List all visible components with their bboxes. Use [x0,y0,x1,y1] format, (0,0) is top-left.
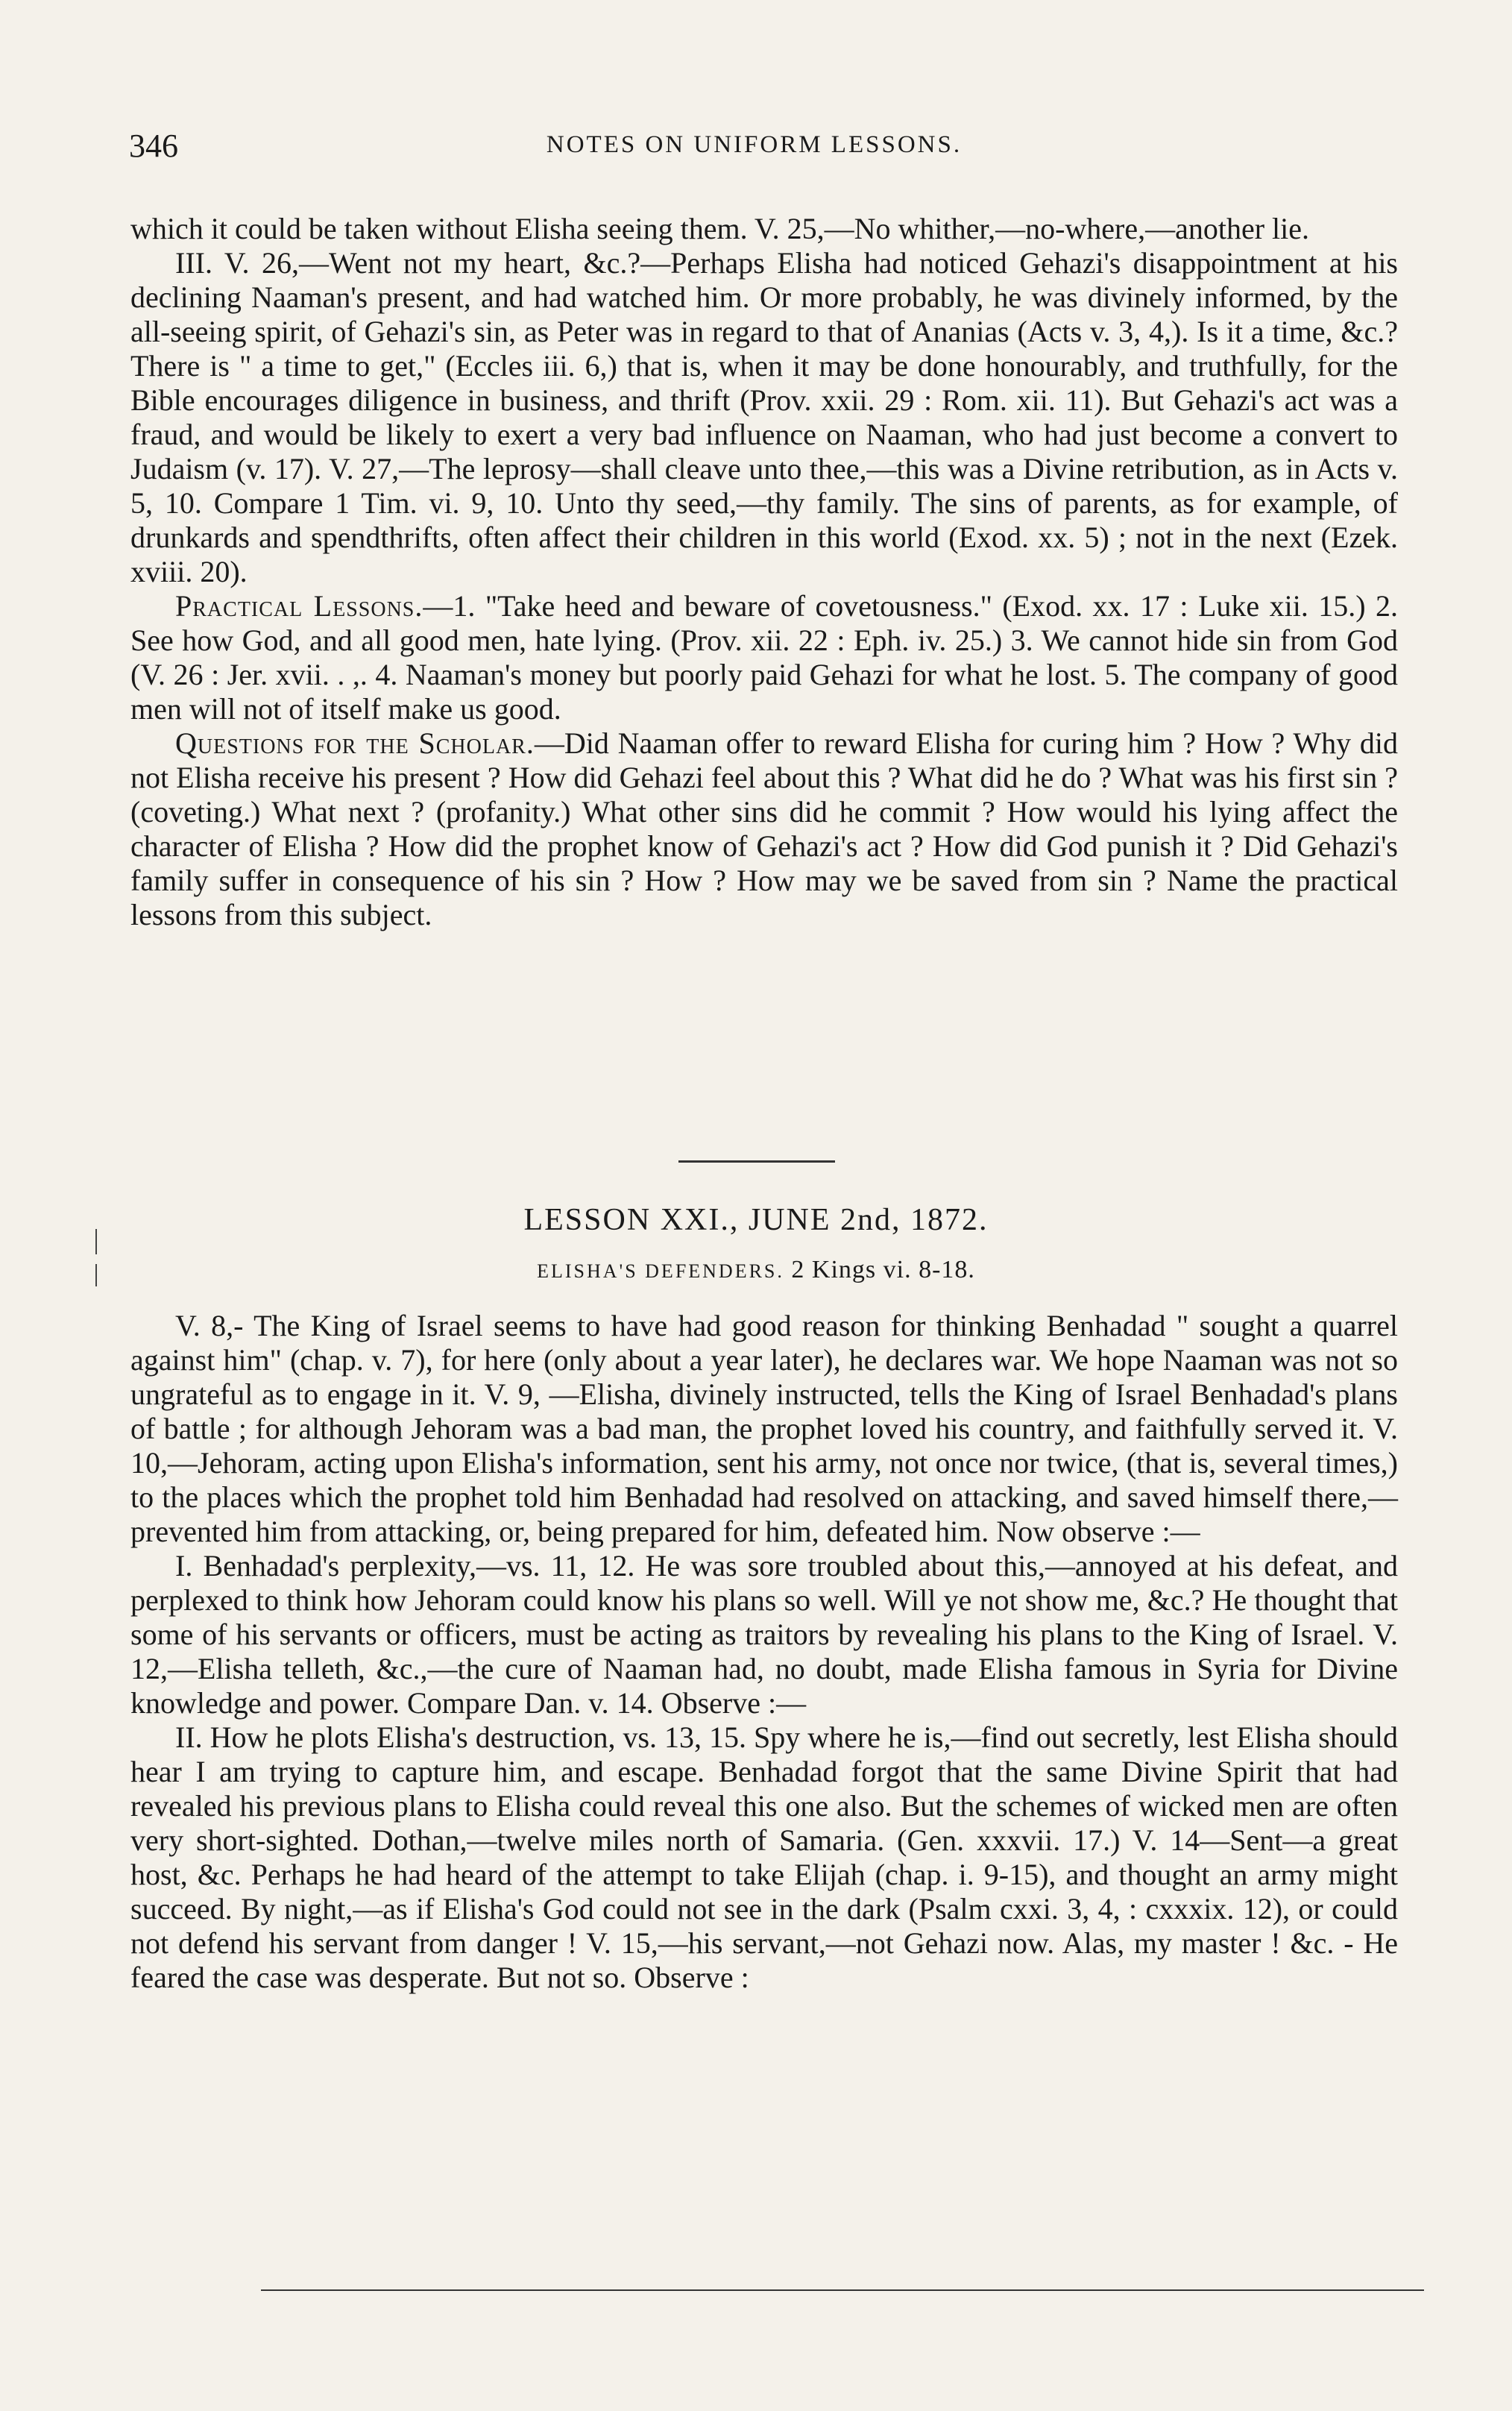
lesson-body [130,1309,1398,1995]
questions-paragraph [130,726,1398,932]
running-head: NOTES ON UNIFORM LESSONS. [546,131,963,158]
margin-mark [95,1229,97,1254]
lesson-subtitle-label: ELISHA'S DEFENDERS. [537,1260,784,1282]
lesson-subtitle-ref: 2 Kings vi. 8-18. [791,1256,975,1283]
questions-text: —Did Naaman offer to reward Elisha for curing him ? How ? Why did not Elisha receive his present ? How did Gehazi feel about this ? What did he do ? What was his first sin ? (coveting.) What next ? (profanity.) What other sins did he commit ? How would his lying affect the character of Elisha ? How did the prophet know of Gehazi's act ? How did God punish it ? Did Gehazi's family suffer in consequence of his sin ? How ? How may we be saved from sin ? Name the practical lessons from this subject. [130,726,1398,931]
section-previous-lesson [130,212,1398,932]
paragraph: which it could be taken without Elisha seeing them. V. 25,—No whither,—no-where,—another lie. [130,212,1310,245]
paragraph: II. How he plots Elisha's destruction, vs. 13, 15. Spy where he is,—find out secretly, lest Elisha should hear I am trying to capture him, and escape. Benhadad forgot that the same Divine Spirit that had revealed his previous plans to Elisha could reveal this one also. But the schemes of wicked men are often very short-sighted. Dothan,—twelve miles north of Samaria. (Gen. xxxvii. 17.) V. 14—Sent—a great host, &c. Perhaps he had heard of the attempt to take Elijah (chap. i. 9-15), and thought an army might succeed. By night,—as if Elisha's God could not see in the dark (Psalm cxxi. 3, 4, : cxxxix. 12), or could not defend his servant from danger ! V. 15,—his servant,—not Gehazi now. Alas, my master ! &c. - He feared the case was desperate. But not so. Observe : [130,1720,1398,1994]
paragraph: III. V. 26,—Went not my heart, &c.?—Perhaps Elisha had noticed Gehazi's disappointment at his declining Naaman's present, and had watched him. Or more probably, he was divinely informed, by the all-seeing spirit, of Gehazi's sin, as Peter was in regard to that of Ananias (Acts v. 3, 4,). Is it a time, &c.? There is " a time to get," (Eccles iii. 6,) that is, when it may be done honourably, and truthfully, for the Bible encourages diligence in business, and thrift (Prov. xxii. 29 : Rom. xii. 11). But Gehazi's act was a fraud, and would be likely to exert a very bad influence on Naaman, who had just become a convert to Judaism (v. 17). V. 27,—The leprosy—shall cleave unto thee,—this was a Divine retribution, as in Acts v. 5, 10. Compare 1 Tim. vi. 9, 10. Unto thy seed,—thy family. The sins of parents, as for example, of drunkards and spendthrifts, often affect their children in this world (Exod. xx. 5) ; not in the next (Ezek. xviii. 20). [130,246,1398,588]
practical-lessons-paragraph [130,589,1398,726]
bottom-rule [261,2289,1424,2291]
lesson-title: LESSON XXI., JUNE 2nd, 1872. [523,1203,989,1237]
questions-label: Questions for the Scholar. [175,726,535,760]
practical-lessons-text: —1. "Take heed and beware of covetousness." (Exod. xx. 17 : Luke xii. 15.) 2. See how God, and all good men, hate lying. (Prov. xii. 22 : Eph. iv. 25.) 3. We cannot hide sin from God (V. 26 : Jer. xvii. . ,. 4. Naaman's money but poorly paid Gehazi for what he lost. 5. The company of good men will not of itself make us good. [130,589,1399,726]
paragraph: I. Benhadad's perplexity,—vs. 11, 12. He was sore troubled about this,—annoyed at his defeat, and perplexed to think how Jehoram could know his plans so well. Will ye not show me, &c.? He thought that some of his servants or officers, must be acting as traitors by revealing his plans to the King of Israel. V. 12,—Elisha telleth, &c.,—the cure of Naaman had, no doubt, made Elisha famous in Syria for Divine knowledge and power. Compare Dan. v. 14. Observe :— [130,1549,1398,1720]
paragraph: V. 8,- The King of Israel seems to have had good reason for thinking Benhadad " sought a quarrel against him" (chap. v. 7), for here (only about a year later), he declares war. We hope Naaman was not so ungrateful as to engage in it. V. 9, —Elisha, divinely instructed, tells the King of Israel Benhadad's plans of battle ; for although Jehoram was a bad man, the prophet loved his country, and faithfully served it. V. 10,—Jehoram, acting upon Elisha's information, sent his army, not once nor twice, (that is, several times,) to the places which the prophet told him Benhadad had resolved on attacking, and saved himself there,—prevented him from attacking, or, being prepared for him, defeated him. Now observe :— [130,1309,1398,1548]
margin-mark [95,1264,97,1286]
page-header [123,127,1385,172]
section-divider [678,1160,835,1163]
lesson-subtitle [0,1256,1512,1284]
page-number: 346 [129,128,178,164]
practical-lessons-label: Practical Lessons. [175,589,423,623]
